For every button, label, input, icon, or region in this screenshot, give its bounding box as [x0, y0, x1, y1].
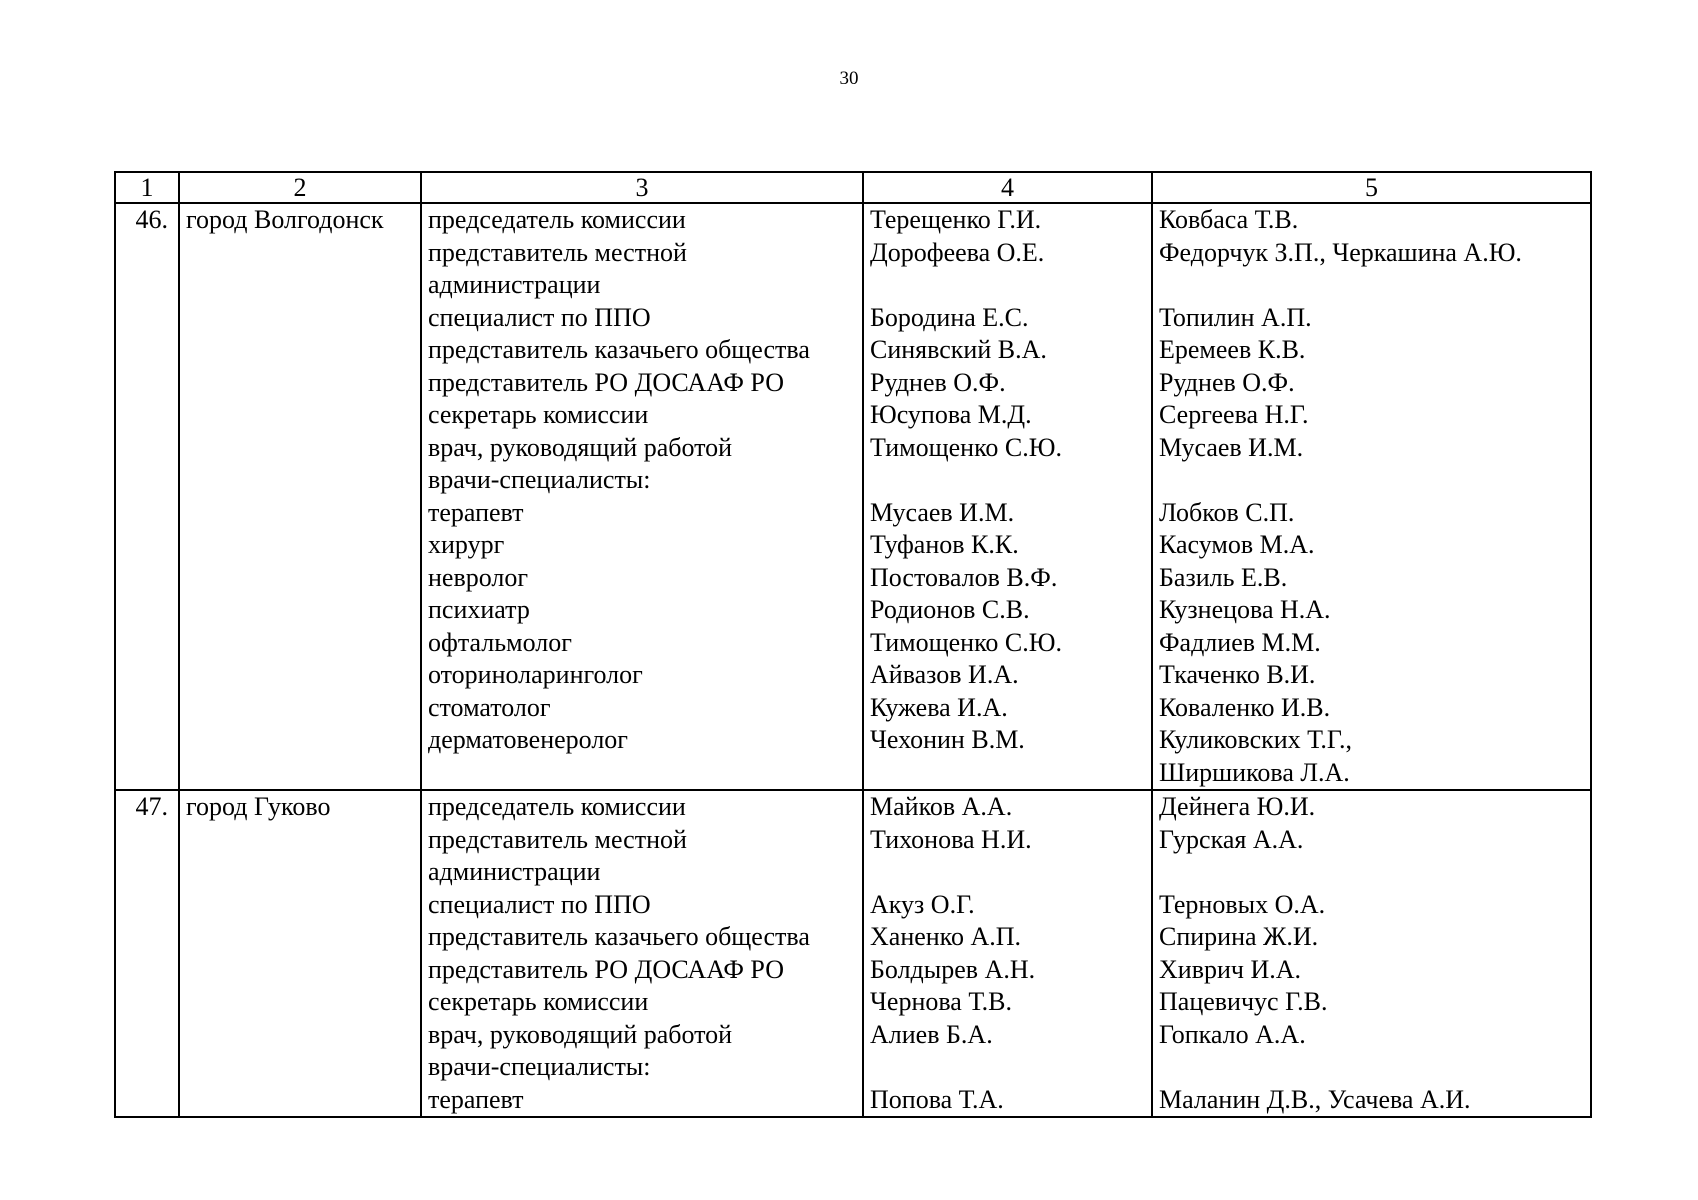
column-header-4: 4	[863, 172, 1152, 203]
reserve-name: Коваленко И.В.	[1159, 692, 1331, 722]
position-line: невролог	[428, 562, 529, 592]
position-cell	[421, 790, 863, 1117]
position-line: специалист по ППО	[428, 889, 651, 919]
row-number: 46.	[115, 203, 179, 790]
reserve-name: Гопкало А.А.	[1159, 1019, 1306, 1049]
position-line: администрации	[428, 270, 601, 299]
member-name: Алиев Б.А.	[870, 1019, 993, 1049]
reserve-name: Фадлиев М.М.	[1159, 627, 1321, 657]
member-name	[870, 757, 1145, 790]
member-name: Тихонова Н.И.	[870, 824, 1032, 854]
reserve-name: Ширшикова Л.А.	[1159, 757, 1350, 787]
table-row	[115, 790, 1591, 1117]
position-line: секретарь комиссии	[428, 987, 649, 1016]
member-name: Терещенко Г.И.	[870, 205, 1042, 234]
member-name: Тимощенко С.Ю.	[870, 432, 1062, 462]
position-line: стоматолог	[428, 692, 551, 722]
column-header-5: 5	[1152, 172, 1591, 203]
reserve-name	[1159, 856, 1584, 889]
reserve-name: Пацевичус Г.В.	[1159, 987, 1328, 1016]
position-line: представитель РО ДОСААФ РО	[428, 954, 784, 984]
position-line: представитель местной	[428, 237, 687, 267]
reserve-name: Ковбаса Т.В.	[1159, 205, 1299, 234]
reserve-name	[1159, 464, 1584, 497]
reserve-name: Кузнецова Н.А.	[1159, 595, 1331, 624]
reserve-name: Сергеева Н.Г.	[1159, 400, 1309, 429]
member-name: Ханенко А.П.	[870, 922, 1022, 951]
member-cell	[863, 790, 1152, 1117]
position-line: представитель РО ДОСААФ РО	[428, 367, 784, 397]
page-number: 30	[839, 68, 859, 89]
commission-table	[114, 171, 1592, 1118]
reserve-cell	[1152, 203, 1591, 790]
member-name: Акуз О.Г.	[870, 889, 975, 919]
member-name: Юсупова М.Д.	[870, 400, 1032, 429]
member-name: Дорофеева О.Е.	[870, 237, 1045, 267]
position-line: дерматовенеролог	[428, 725, 628, 754]
member-name: Майков А.А.	[870, 792, 1013, 821]
position-line: хирург	[428, 530, 505, 559]
member-name: Чехонин В.М.	[870, 725, 1025, 754]
municipality-name: город Гуково	[179, 790, 421, 1117]
position-line: председатель комиссии	[428, 205, 686, 234]
column-header-1: 1	[115, 172, 179, 203]
position-line: секретарь комиссии	[428, 400, 649, 429]
member-name: Болдырев А.Н.	[870, 954, 1036, 984]
position-line: врачи-специалисты:	[428, 465, 651, 494]
reserve-name: Гурская А.А.	[1159, 824, 1304, 854]
reserve-name: Касумов М.А.	[1159, 530, 1315, 559]
reserve-name: Руднев О.Ф.	[1159, 367, 1295, 397]
reserve-name: Федорчук З.П., Черкашина А.Ю.	[1159, 237, 1522, 267]
row-number: 47.	[115, 790, 179, 1117]
position-line: специалист по ППО	[428, 302, 651, 332]
member-name: Айвазов И.А.	[870, 660, 1019, 689]
position-line: администрации	[428, 857, 601, 886]
position-line: врач, руководящий работой	[428, 1019, 733, 1049]
position-line: офтальмолог	[428, 627, 572, 657]
reserve-name: Еремеев К.В.	[1159, 335, 1306, 364]
position-line: представитель казачьего общества	[428, 335, 810, 364]
table-body	[115, 203, 1591, 1117]
reserve-name: Ткаченко В.И.	[1159, 660, 1316, 689]
reserve-name: Базиль Е.В.	[1159, 562, 1288, 592]
reserve-name: Дейнега Ю.И.	[1159, 792, 1316, 821]
position-line: представитель местной	[428, 824, 687, 854]
reserve-name: Мусаев И.М.	[1159, 432, 1304, 462]
position-cell	[421, 203, 863, 790]
position-line: оториноларинголог	[428, 660, 643, 689]
member-name	[870, 856, 1145, 889]
position-line: врачи-специалисты:	[428, 1052, 651, 1081]
municipality-name: город Волгодонск	[179, 203, 421, 790]
reserve-name	[1159, 1051, 1584, 1084]
reserve-name: Хиврич И.А.	[1159, 954, 1302, 984]
member-name: Постовалов В.Ф.	[870, 562, 1058, 592]
position-line	[428, 757, 856, 790]
member-name	[870, 464, 1145, 497]
position-line: психиатр	[428, 595, 530, 624]
member-name: Кужева И.А.	[870, 692, 1008, 722]
table-row	[115, 203, 1591, 790]
member-name	[870, 1051, 1145, 1084]
reserve-name: Терновых О.А.	[1159, 889, 1326, 919]
member-name: Мусаев И.М.	[870, 497, 1015, 527]
member-name: Чернова Т.В.	[870, 987, 1012, 1016]
member-name: Тимощенко С.Ю.	[870, 627, 1062, 657]
position-line: представитель казачьего общества	[428, 922, 810, 951]
position-line: врач, руководящий работой	[428, 432, 733, 462]
header-row	[115, 172, 1591, 203]
reserve-name: Топилин А.П.	[1159, 302, 1312, 332]
table-header	[115, 172, 1591, 203]
member-name: Родионов С.В.	[870, 595, 1030, 624]
member-name: Синявский В.А.	[870, 335, 1047, 364]
reserve-name: Спирина Ж.И.	[1159, 922, 1319, 951]
reserve-cell	[1152, 790, 1591, 1117]
column-header-3: 3	[421, 172, 863, 203]
member-name: Руднев О.Ф.	[870, 367, 1006, 397]
member-name: Туфанов К.К.	[870, 530, 1019, 559]
reserve-name: Маланин Д.В., Усачева А.И.	[1159, 1084, 1471, 1114]
position-line: терапевт	[428, 497, 524, 527]
member-name: Попова Т.А.	[870, 1084, 1004, 1114]
position-line: председатель комиссии	[428, 792, 686, 821]
reserve-name: Куликовских Т.Г.,	[1159, 725, 1353, 754]
member-name	[870, 269, 1145, 302]
member-cell	[863, 203, 1152, 790]
position-line: терапевт	[428, 1084, 524, 1114]
reserve-name: Лобков С.П.	[1159, 497, 1295, 527]
member-name: Бородина Е.С.	[870, 302, 1029, 332]
column-header-2: 2	[179, 172, 421, 203]
reserve-name	[1159, 269, 1584, 302]
